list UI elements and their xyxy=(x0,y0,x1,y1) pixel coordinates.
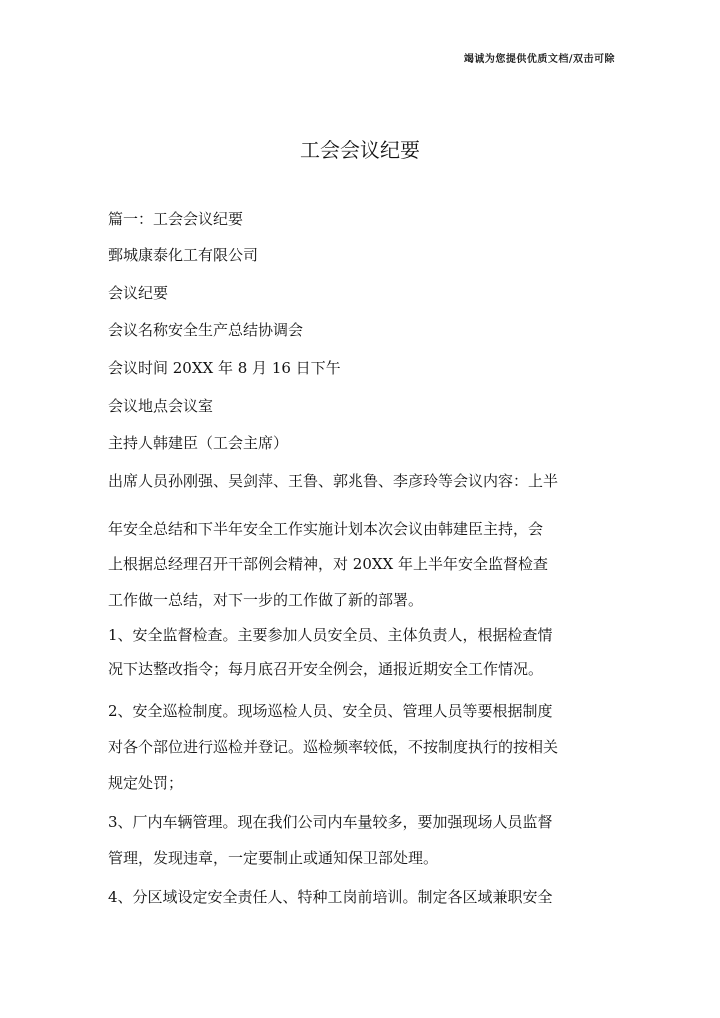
text-line: 况下达整改指令；每月底召开安全例会，通报近期安全工作情况。 xyxy=(108,660,544,678)
text-line: 主持人韩建臣（工会主席） xyxy=(108,434,289,452)
text-line: 年安全总结和下半年安全工作实施计划本次会议由韩建臣主持，会 xyxy=(108,520,544,538)
header-note: 竭诚为您提供优质文档/双击可除 xyxy=(463,54,615,65)
text-line: 规定处罚； xyxy=(108,774,184,792)
text-line: 会议地点会议室 xyxy=(108,397,214,415)
text-line: 4、分区域设定安全责任人、特种工岗前培训。制定各区域兼职安全 xyxy=(108,888,553,906)
document-title: 工会会议纪要 xyxy=(300,138,420,162)
text-line: 会议时间 20XX 年 8 月 16 日下午 xyxy=(108,359,341,377)
text-line: 3、厂内车辆管理。现在我们公司内车量较多，要加强现场人员监督 xyxy=(108,813,553,831)
text-line: 鄄城康泰化工有限公司 xyxy=(108,246,259,264)
text-line: 工作做一总结，对下一步的工作做了新的部署。 xyxy=(108,591,424,609)
text-line: 2、安全巡检制度。现场巡检人员、安全员、管理人员等要根据制度 xyxy=(108,702,553,720)
text-line: 出席人员孙刚强、吴剑萍、王鲁、郭兆鲁、李彦玲等会议内容：上半 xyxy=(108,472,559,490)
text-line: 上根据总经理召开干部例会精神，对 20XX 年上半年安全监督检查 xyxy=(108,555,548,573)
text-line: 会议纪要 xyxy=(108,284,169,302)
text-line: 对各个部位进行巡检并登记。巡检频率较低，不按制度执行的按相关 xyxy=(108,738,559,756)
text-line: 篇一：工会会议纪要 xyxy=(108,210,244,228)
text-line: 会议名称安全生产总结协调会 xyxy=(108,321,304,339)
text-line: 管理，发现违章，一定要制止或通知保卫部处理。 xyxy=(108,849,439,867)
text-line: 1、安全监督检查。主要参加人员安全员、主体负责人，根据检查情 xyxy=(108,626,553,644)
